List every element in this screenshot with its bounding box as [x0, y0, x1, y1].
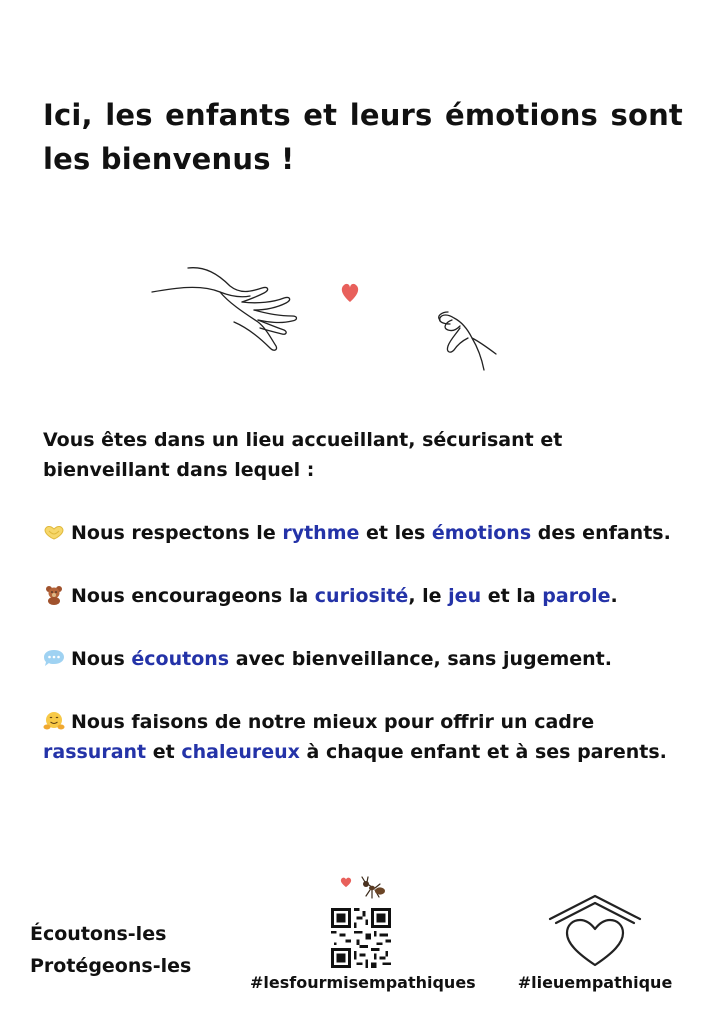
page-title: Ici, les enfants et leurs émotions sont les bienvenus !	[43, 98, 683, 176]
highlight-word: parole	[542, 585, 611, 607]
qr-code-icon	[331, 908, 391, 968]
heart-icon	[339, 876, 353, 888]
item-text: et la	[481, 585, 543, 607]
motto-line-2: Protégeons-les	[30, 955, 192, 977]
item-curiosity	[43, 581, 683, 611]
item-text: , le	[408, 585, 449, 607]
highlight-word: curiosité	[314, 585, 409, 607]
hugging-face-icon	[43, 711, 65, 731]
hashtag-lieu: #lieuempathique	[517, 973, 673, 992]
item-text: Nous respectons le	[71, 522, 283, 544]
ant-icon	[359, 876, 389, 902]
item-text: Nous encourageons la	[71, 585, 315, 607]
highlight-word: jeu	[448, 585, 482, 607]
highlight-word: écoutons	[131, 648, 230, 670]
item-text: des enfants.	[531, 522, 671, 544]
teddy-bear-icon	[43, 585, 65, 605]
heart-hands-icon	[43, 522, 65, 542]
item-text: à chaque enfant et à ses parents.	[299, 741, 667, 763]
house-heart-icon	[547, 893, 643, 969]
footer-motto	[30, 918, 191, 982]
mini-icons	[250, 872, 472, 904]
motto-line-1: Écoutons-les	[30, 923, 167, 945]
item-text: Nous faisons de notre mieux pour offrir un cadre	[71, 711, 595, 733]
item-listening	[43, 644, 683, 674]
hands-heart-illustration	[150, 262, 500, 377]
hashtag-fourmis: #lesfourmisempathiques	[250, 973, 476, 992]
speech-bubble-icon	[43, 648, 65, 668]
highlight-word: chaleureux	[181, 741, 300, 763]
heart-icon	[342, 284, 358, 302]
highlight-word: émotions	[431, 522, 532, 544]
item-text: Nous	[71, 648, 132, 670]
footer-right	[515, 893, 675, 992]
highlight-word: rythme	[282, 522, 360, 544]
item-text: avec bienveillance, sans jugement.	[229, 648, 612, 670]
item-rhythm	[43, 518, 683, 548]
child-hand-icon	[439, 312, 496, 370]
item-care	[43, 707, 683, 767]
footer-center	[250, 872, 476, 992]
item-text: et	[146, 741, 182, 763]
item-text: et les	[359, 522, 432, 544]
adult-hand-icon	[152, 268, 297, 350]
highlight-word: rassurant	[43, 741, 147, 763]
intro-text: Vous êtes dans un lieu accueillant, sécurisant et bienveillant dans lequel :	[43, 429, 563, 481]
main-content	[43, 425, 683, 800]
item-text: .	[610, 585, 618, 607]
